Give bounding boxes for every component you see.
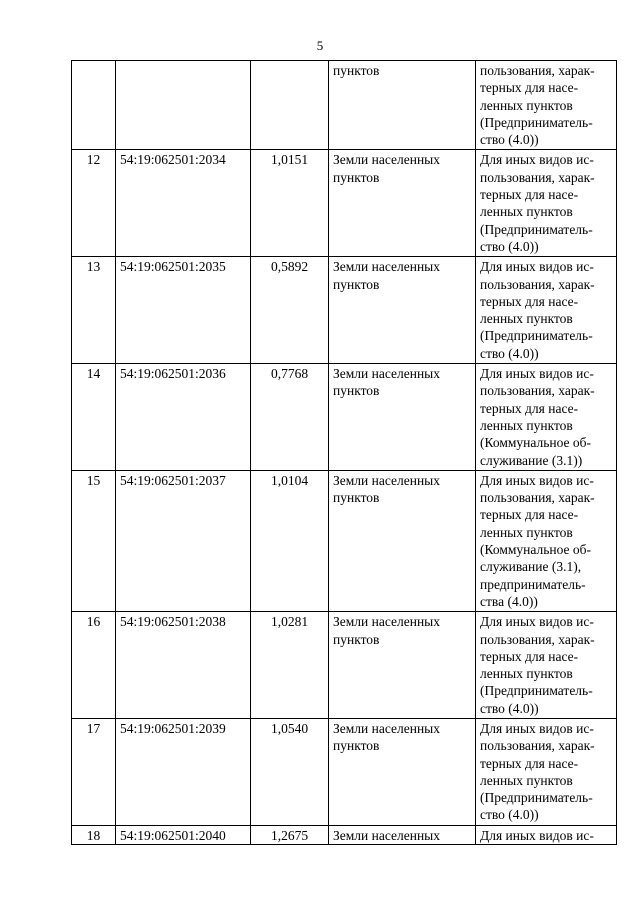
land-category-line: пунктов — [333, 631, 380, 647]
permitted-use-line: Для иных видов ис- — [480, 472, 594, 488]
table-row — [72, 364, 617, 471]
row-number-cell — [72, 61, 116, 150]
table-row — [72, 150, 617, 257]
permitted-use-cell — [476, 825, 617, 844]
permitted-use-line: (Коммунальное об- — [480, 542, 592, 558]
permitted-use-line: Для иных видов ис- — [480, 614, 594, 630]
permitted-use-line: предприниматель- — [480, 576, 586, 592]
land-category-line: Земли населенных — [333, 152, 440, 168]
land-category-line: пунктов — [333, 383, 380, 399]
cadastral-number-cell: 54:19:062501:2034 — [116, 150, 251, 257]
permitted-use-line: ство (4.0)) — [480, 807, 539, 823]
permitted-use-line: терных для насе- — [480, 293, 579, 309]
land-category-line: Земли населенных — [333, 472, 440, 488]
area-cell: 1,0151 — [251, 150, 329, 257]
land-category-line: пунктов — [333, 276, 380, 292]
land-category-cell — [329, 718, 476, 825]
land-category-cell — [329, 257, 476, 364]
permitted-use-line: ство (4.0)) — [480, 238, 539, 254]
permitted-use-line: служивание (3.1)) — [480, 452, 583, 468]
table-row — [72, 470, 617, 611]
permitted-use-line: (Предприниматель- — [480, 114, 593, 130]
permitted-use-line: (Предприниматель- — [480, 683, 593, 699]
area-cell: 1,0281 — [251, 612, 329, 719]
cadastral-number-cell: 54:19:062501:2035 — [116, 257, 251, 364]
table-row — [72, 257, 617, 364]
table-row — [72, 718, 617, 825]
cadastral-number-cell: 54:19:062501:2040 — [116, 825, 251, 844]
permitted-use-cell — [476, 61, 617, 150]
permitted-use-line: ства (4.0)) — [480, 593, 538, 609]
land-category-cell — [329, 825, 476, 844]
row-number-cell: 13 — [72, 257, 116, 364]
land-category-line: пунктов — [333, 490, 380, 506]
permitted-use-line: (Предприниматель- — [480, 328, 593, 344]
permitted-use-line: (Коммунальное об- — [480, 435, 592, 451]
land-category-line: пунктов — [333, 169, 380, 185]
permitted-use-line: терных для насе- — [480, 187, 579, 203]
row-number-cell: 17 — [72, 718, 116, 825]
area-cell — [251, 61, 329, 150]
permitted-use-line: ство (4.0)) — [480, 345, 539, 361]
table-row — [72, 612, 617, 719]
row-number-cell: 16 — [72, 612, 116, 719]
row-number-cell: 12 — [72, 150, 116, 257]
land-category-cell — [329, 364, 476, 471]
permitted-use-line: ленных пунктов — [480, 417, 573, 433]
land-category-line: пунктов — [333, 738, 380, 754]
land-category-line: Земли населенных — [333, 614, 440, 630]
land-category-line: Земли населенных — [333, 720, 440, 736]
land-category-line: Земли населенных — [333, 259, 440, 275]
permitted-use-line: пользования, харак- — [480, 738, 595, 754]
permitted-use-line: ленных пунктов — [480, 311, 573, 327]
area-cell: 0,7768 — [251, 364, 329, 471]
permitted-use-line: (Предприниматель- — [480, 790, 593, 806]
land-category-line: Земли населенных — [333, 366, 440, 382]
permitted-use-line: ленных пунктов — [480, 772, 573, 788]
permitted-use-cell — [476, 718, 617, 825]
row-number-cell: 15 — [72, 470, 116, 611]
permitted-use-line: терных для насе- — [480, 755, 579, 771]
permitted-use-line: ство (4.0)) — [480, 132, 539, 148]
permitted-use-line: терных для насе- — [480, 648, 579, 664]
permitted-use-line: Для иных видов ис- — [480, 720, 594, 736]
permitted-use-line: ленных пунктов — [480, 524, 573, 540]
land-category-line: пунктов — [333, 63, 380, 78]
land-category-cell — [329, 150, 476, 257]
cadastral-number-cell — [116, 61, 251, 150]
permitted-use-line: пользования, харак- — [480, 276, 595, 292]
permitted-use-line: пользования, харак- — [480, 63, 595, 78]
land-category-line: Земли населенных — [333, 827, 440, 843]
permitted-use-line: терных для насе- — [480, 80, 579, 96]
cadastral-number-cell: 54:19:062501:2038 — [116, 612, 251, 719]
row-number-cell: 18 — [72, 825, 116, 844]
table-body — [72, 61, 617, 845]
permitted-use-line: служивание (3.1), — [480, 559, 582, 575]
row-number-cell: 14 — [72, 364, 116, 471]
permitted-use-line: терных для насе- — [480, 400, 579, 416]
area-cell: 1,2675 — [251, 825, 329, 844]
cadastral-number-cell: 54:19:062501:2036 — [116, 364, 251, 471]
permitted-use-line: ленных пунктов — [480, 97, 573, 113]
permitted-use-line: пользования, харак- — [480, 383, 595, 399]
permitted-use-cell — [476, 364, 617, 471]
permitted-use-line: пользования, харак- — [480, 169, 595, 185]
permitted-use-cell — [476, 470, 617, 611]
area-cell: 1,0540 — [251, 718, 329, 825]
permitted-use-line: ленных пунктов — [480, 666, 573, 682]
permitted-use-line: пользования, харак- — [480, 490, 595, 506]
cadastral-number-cell: 54:19:062501:2039 — [116, 718, 251, 825]
table-row — [72, 61, 617, 150]
land-category-cell — [329, 61, 476, 150]
table-row — [72, 825, 617, 844]
cadastral-number-cell: 54:19:062501:2037 — [116, 470, 251, 611]
permitted-use-line: ство (4.0)) — [480, 700, 539, 716]
permitted-use-line: терных для насе- — [480, 507, 579, 523]
land-category-cell — [329, 470, 476, 611]
permitted-use-line: ленных пунктов — [480, 204, 573, 220]
area-cell: 0,5892 — [251, 257, 329, 364]
land-category-cell — [329, 612, 476, 719]
permitted-use-cell — [476, 150, 617, 257]
permitted-use-line: (Предприниматель- — [480, 221, 593, 237]
area-cell: 1,0104 — [251, 470, 329, 611]
land-plots-table — [71, 60, 617, 845]
permitted-use-line: пользования, харак- — [480, 631, 595, 647]
permitted-use-cell — [476, 612, 617, 719]
page-number: 5 — [316, 38, 324, 53]
permitted-use-line: Для иных видов ис- — [480, 366, 594, 382]
permitted-use-line: Для иных видов ис- — [480, 259, 594, 275]
permitted-use-line: Для иных видов ис- — [480, 827, 594, 843]
permitted-use-line: Для иных видов ис- — [480, 152, 594, 168]
permitted-use-cell — [476, 257, 617, 364]
